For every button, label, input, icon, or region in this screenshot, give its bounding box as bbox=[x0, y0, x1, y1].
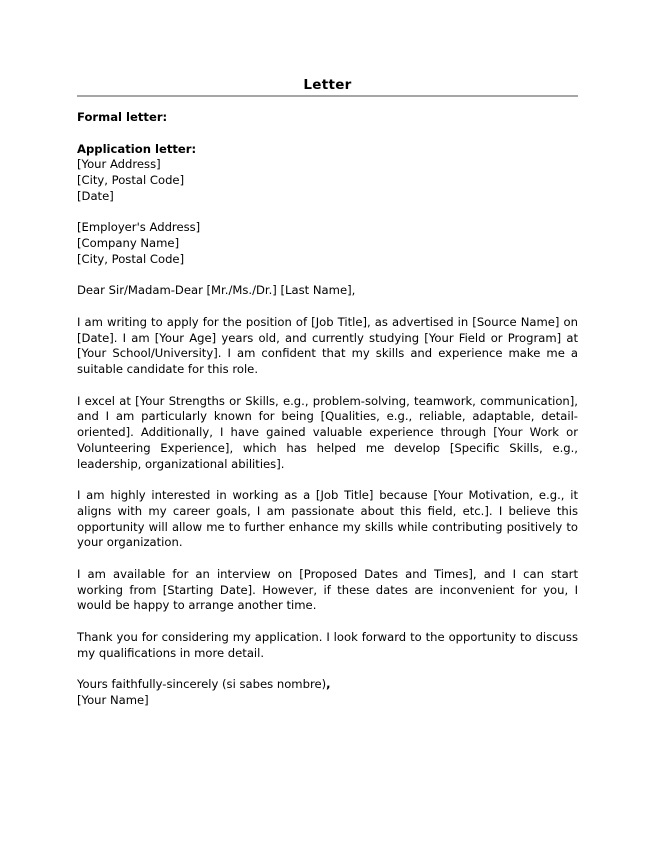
spacer bbox=[77, 126, 578, 142]
employer-company-line: [Company Name] bbox=[77, 236, 180, 250]
spacer bbox=[77, 378, 578, 394]
closing-comma: , bbox=[326, 677, 331, 691]
paragraph-thanks: Thank you for considering my application. I look forward to the opportunity to discuss my qualifications in more detail. bbox=[77, 629, 578, 660]
signature-name: [Your Name] bbox=[77, 692, 149, 707]
spacer bbox=[77, 472, 578, 488]
paragraph-availability: I am available for an interview on [Proposed Dates and Times], and I can start working from [Starting Date]. However, if these dates are inconvenient for you, I would be happy to arrange another time. bbox=[77, 566, 578, 613]
closing-line bbox=[77, 677, 578, 693]
spacer bbox=[77, 205, 578, 221]
spacer bbox=[77, 614, 578, 630]
employer-address bbox=[77, 220, 578, 267]
sender-city-line: [City, Postal Code] bbox=[77, 173, 185, 187]
employer-city-line: [City, Postal Code] bbox=[77, 251, 185, 266]
sender-address bbox=[77, 157, 578, 204]
sender-address-line: [Your Address] bbox=[77, 157, 161, 172]
page-title: Letter bbox=[303, 77, 352, 93]
paragraph-intro: I am writing to apply for the position of [Job Title], as advertised in [Source Name] on [Date]. I am [Your Age] years old, and currently studying [Your Field or Program] at [Your School/University]. I am confident that my skills and experience make me a suitable candidate for this role. bbox=[77, 314, 578, 376]
application-letter-heading: Application letter: bbox=[77, 141, 197, 156]
sender-date-line: [Date] bbox=[77, 188, 114, 203]
salutation: Dear Sir/Madam-Dear [Mr./Ms./Dr.] [Last Name], bbox=[77, 283, 356, 298]
spacer bbox=[77, 551, 578, 567]
title-divider bbox=[77, 95, 578, 97]
letter-body bbox=[77, 110, 578, 709]
paragraph-motivation: I am highly interested in working as a [Job Title] because [Your Motivation, e.g., it aligns with my career goals, I am passionate about this field, etc.]. I believe this opportunity will allow me to further enhance my skills while contributing positively to your organization. bbox=[77, 488, 578, 550]
spacer bbox=[77, 299, 578, 315]
paragraph-skills: I excel at [Your Strengths or Skills, e.g., problem-solving, teamwork, communication], and I am particularly known for being [Qualities, e.g., reliable, adaptable, detail-oriented]. Additionally, I have gained valuable experience through [Your Work or Volunteering Experience], which has helped me develop [Specific Skills, e.g., leadership, organizational abilities]. bbox=[77, 393, 578, 471]
spacer bbox=[77, 268, 578, 284]
employer-address-line: [Employer's Address] bbox=[77, 220, 201, 235]
spacer bbox=[77, 661, 578, 677]
closing-text: Yours faithfully-sincerely (si sabes nombre) bbox=[77, 677, 327, 691]
formal-letter-heading: Formal letter: bbox=[77, 110, 168, 124]
